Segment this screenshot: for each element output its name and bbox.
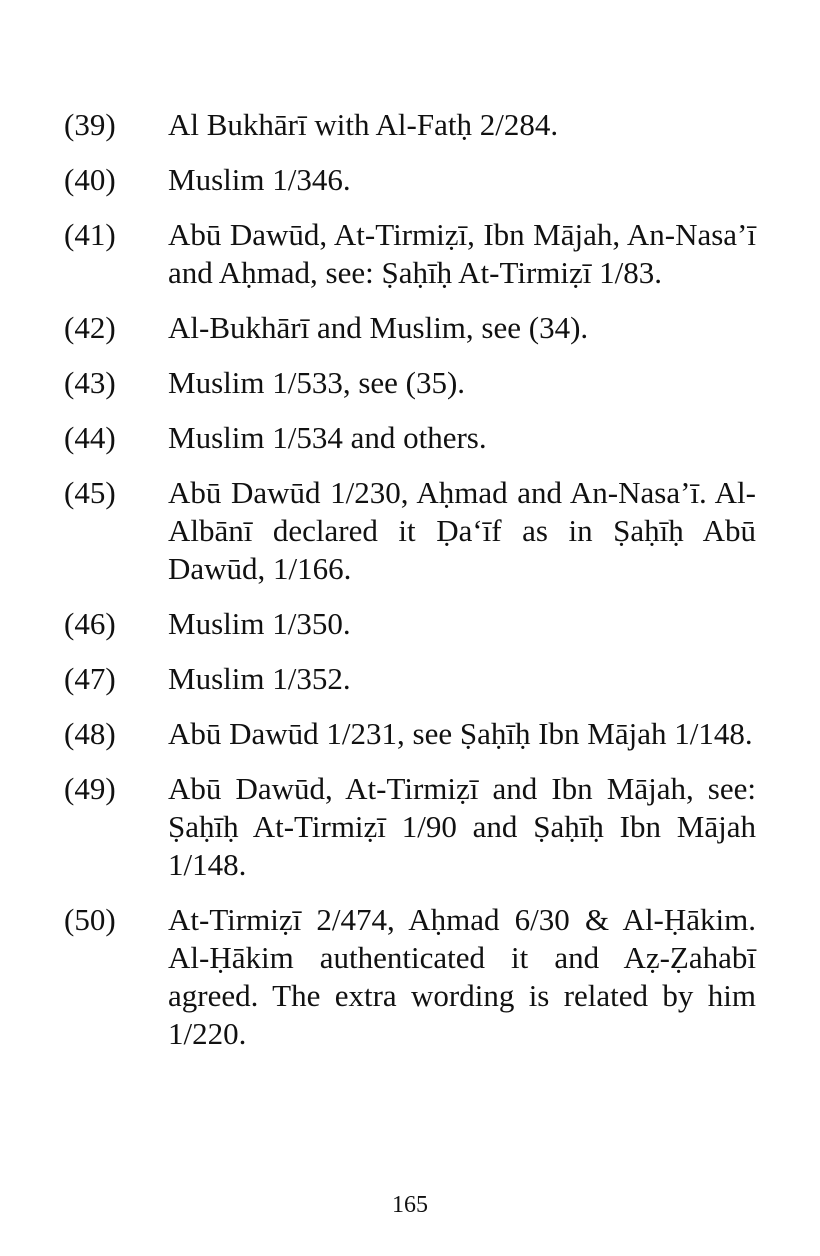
footnote-item bbox=[64, 715, 756, 753]
footnote-item bbox=[64, 660, 756, 698]
footnote-number: (43) bbox=[64, 365, 116, 400]
footnote-number: (44) bbox=[64, 420, 116, 455]
footnote-number: (46) bbox=[64, 606, 116, 641]
footnote-item bbox=[64, 106, 756, 144]
footnote-number: (39) bbox=[64, 107, 116, 142]
footnote-list bbox=[64, 106, 756, 1070]
footnote-item bbox=[64, 474, 756, 588]
footnote-number: (45) bbox=[64, 475, 116, 510]
footnote-item bbox=[64, 901, 756, 1053]
footnote-item bbox=[64, 309, 756, 347]
footnote-text: Muslim 1/350. bbox=[168, 606, 351, 641]
footnote-number: (47) bbox=[64, 661, 116, 696]
footnote-text: Abū Dawūd 1/230, Aḥmad and An-Nasa’ī. Al-Albānī declared it Ḍa‘īf as in Ṣaḥīḥ Abū Dawūd, 1/166. bbox=[168, 475, 756, 586]
footnote-text: Muslim 1/346. bbox=[168, 162, 351, 197]
footnote-item bbox=[64, 364, 756, 402]
footnote-item bbox=[64, 216, 756, 292]
footnote-number: (41) bbox=[64, 217, 116, 252]
footnote-item bbox=[64, 605, 756, 643]
page-number: 165 bbox=[392, 1192, 428, 1218]
footnote-text: Abū Dawūd, At-Tirmiẓī and Ibn Mājah, see: Ṣaḥīḥ At-Tirmiẓī 1/90 and Ṣaḥīḥ Ibn Mājah 1/148. bbox=[168, 771, 756, 882]
footnote-number: (49) bbox=[64, 771, 116, 806]
footnote-item bbox=[64, 419, 756, 457]
footnote-text: Al-Bukhārī and Muslim, see (34). bbox=[168, 310, 589, 345]
footnote-number: (40) bbox=[64, 162, 116, 197]
footnote-text: Muslim 1/534 and others. bbox=[168, 420, 487, 455]
footnote-number: (50) bbox=[64, 902, 116, 937]
footnote-text: Muslim 1/533, see (35). bbox=[168, 365, 466, 400]
footnote-text: Abū Dawūd 1/231, see Ṣaḥīḥ Ibn Mājah 1/148. bbox=[168, 716, 753, 751]
footnote-number: (42) bbox=[64, 310, 116, 345]
footnote-item bbox=[64, 770, 756, 884]
footnote-text: Al Bukhārī with Al-Fatḥ 2/284. bbox=[168, 107, 559, 142]
footnote-text: Abū Dawūd, At-Tirmiẓī, Ibn Mājah, An-Nasa’ī and Aḥmad, see: Ṣaḥīḥ At-Tirmiẓī 1/83. bbox=[168, 217, 756, 290]
footnote-item bbox=[64, 161, 756, 199]
footnote-text: At-Tirmiẓī 2/474, Aḥmad 6/30 & Al-Ḥākim. Al-Ḥākim authenticated it and Aẓ-Ẓahabī agreed. The extra wording is related by him 1/220. bbox=[168, 902, 756, 1051]
footnote-number: (48) bbox=[64, 716, 116, 751]
footnote-text: Muslim 1/352. bbox=[168, 661, 351, 696]
